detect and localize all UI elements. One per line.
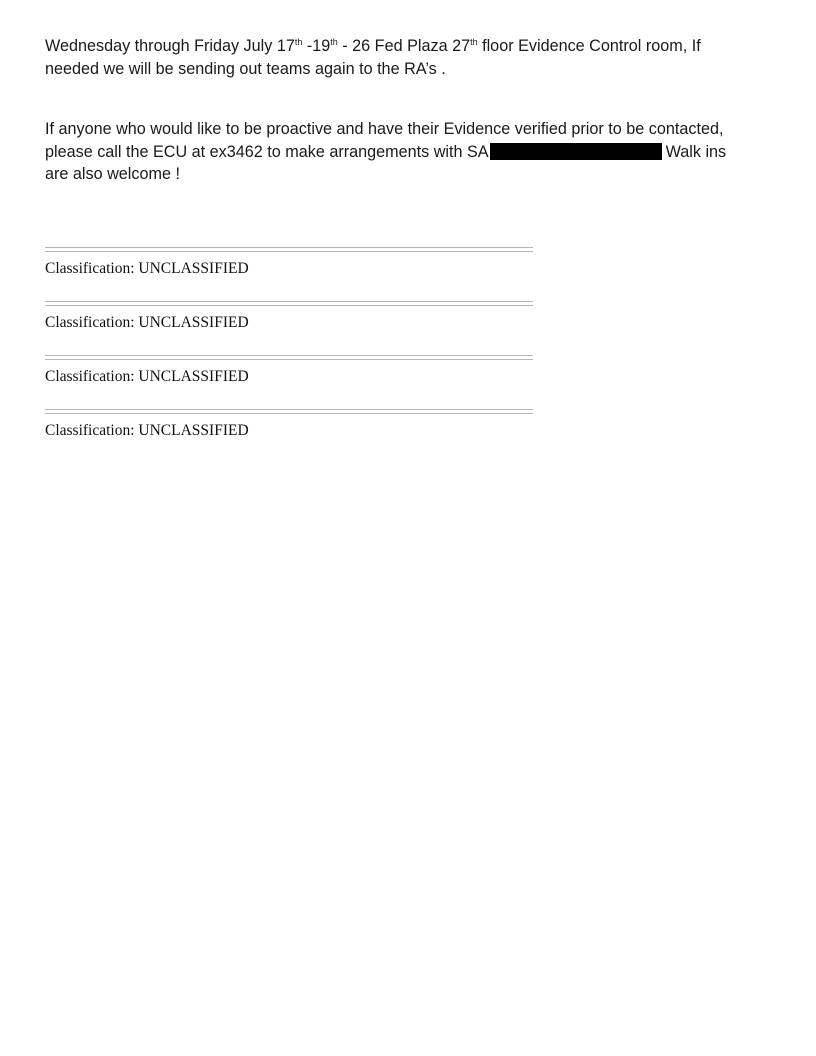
redaction-box <box>490 143 662 160</box>
schedule-text-c: - 26 Fed Plaza 27 <box>337 37 471 55</box>
instructions-line1: If anyone who would like to be proactive and have their Evidence verified prior to be contacted, <box>45 120 724 138</box>
schedule-paragraph <box>45 35 785 80</box>
classification-label: Classification: UNCLASSIFIED <box>45 314 249 331</box>
separator-line <box>45 355 533 360</box>
ordinal-suffix: th <box>294 37 303 47</box>
schedule-text-d: floor Evidence Control room, If <box>477 37 701 55</box>
instructions-paragraph <box>45 118 805 186</box>
classification-label: Classification: UNCLASSIFIED <box>45 260 249 277</box>
separator-line <box>45 247 533 252</box>
schedule-text-line2: needed we will be sending out teams again to the RA’s . <box>45 59 446 78</box>
schedule-text-b: -19 <box>302 37 331 55</box>
ordinal-suffix: th <box>330 37 338 47</box>
ordinal-suffix: th <box>470 37 478 47</box>
classification-label: Classification: UNCLASSIFIED <box>45 368 249 385</box>
classification-label: Classification: UNCLASSIFIED <box>45 422 249 439</box>
separator-line <box>45 409 533 414</box>
instructions-line2-a: please call the ECU at ex3462 to make arrangements with SA <box>45 142 489 161</box>
separator-line <box>45 301 533 306</box>
instructions-line2-b: Walk ins <box>665 142 727 161</box>
instructions-line3: are also welcome ! <box>45 165 180 183</box>
schedule-text-a: Wednesday through Friday July 17 <box>45 37 295 55</box>
